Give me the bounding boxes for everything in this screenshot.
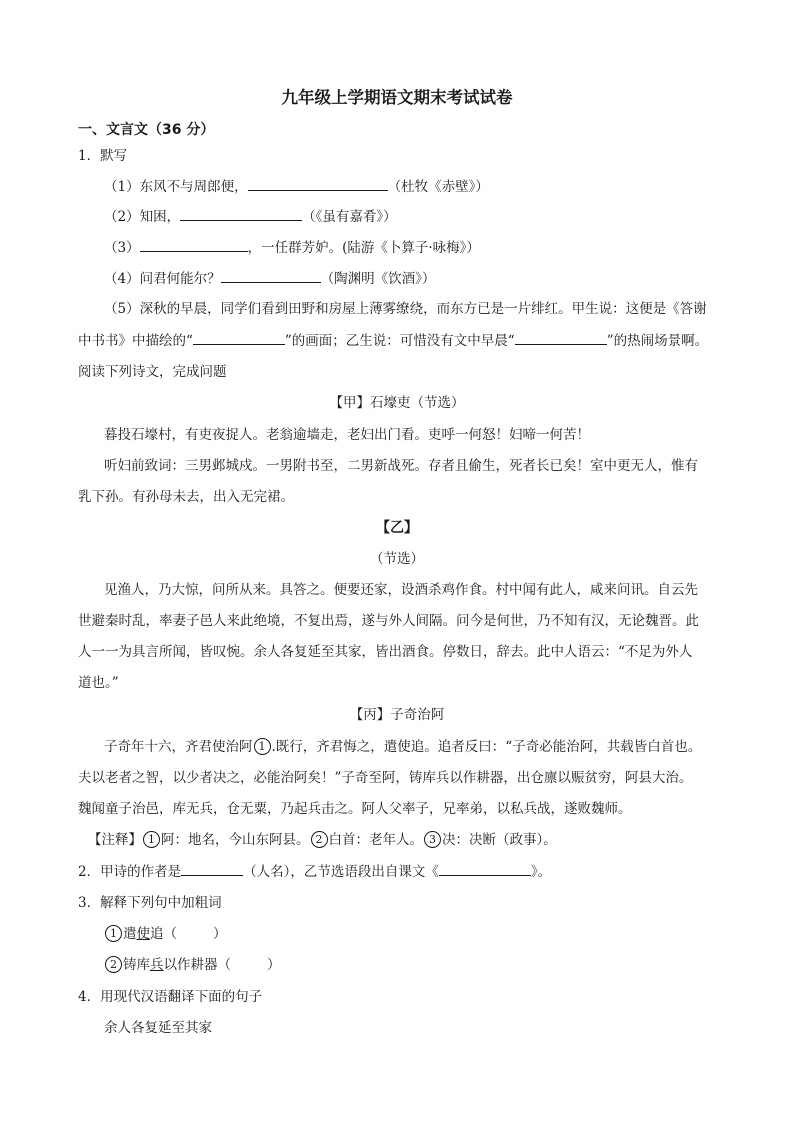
passage-jia-title: 【甲】石壕吏（节选）: [329, 395, 465, 411]
q1-item-5-text-c: ”的热闹场景啊。: [606, 333, 709, 349]
question-4-stem: 4．用现代汉语翻译下面的句子: [78, 989, 263, 1005]
note-marker-3: 3: [424, 831, 441, 848]
passage-yi-line-4: 道也。”: [78, 675, 119, 691]
note-marker-2: 2: [311, 831, 328, 848]
q1-item-5-text-a: 中书书》中描绘的“: [78, 333, 193, 349]
passage-bing-line-2: 夫以老者之智，以少者决之，必能治阿矣！”子奇至阿，铸库兵以作耕器，出仓廪以赈贫穷，阿县大治。: [78, 770, 693, 786]
passage-bing-title: 【丙】子奇治阿: [349, 707, 445, 723]
q1-item-3-blank[interactable]: [140, 237, 248, 252]
q1-item-5-line-1: （5）深秋的早晨，同学们看到田野和房屋上薄雾缭绕，而东方已是一片绯红。甲生说：这便是《答谢: [104, 301, 707, 317]
passage-yi-subtitle: （节选）: [370, 551, 424, 567]
section-heading-classical-chinese: 一、文言文（36 分）: [78, 122, 215, 138]
q3-item-1-text-c: 追（: [150, 926, 177, 942]
passage-jia-line-2: 听妇前致词：三男邺城戍。一男附书至，二男新战死。存者且偷生，死者长已矣！室中更无人，惟有: [104, 458, 698, 474]
passage-bing-line-1: [104, 737, 701, 757]
q1-item-4: [104, 268, 435, 289]
reading-intro: 阅读下列诗文，完成问题: [78, 364, 227, 380]
passage-jia-line-3: 乳下孙。有孙母未去，出入无完裙。: [78, 489, 294, 505]
note-3: 决：决断（政事）。: [442, 832, 557, 848]
note-2: 白首：老年人。: [328, 832, 423, 848]
question-3-stem: 3．解释下列句中加粗词: [78, 895, 222, 911]
passage-jia-line-1: 暮投石壕村，有吏夜捉人。老翁逾墙走，老妇出门看。吏呼一何怒！妇啼一何苦！: [104, 427, 590, 443]
q1-item-1-source: （杜牧《赤壁》）: [387, 179, 489, 195]
q2-text-b: （人名），乙节选语段出自课文《: [243, 864, 439, 880]
q4-sentence: 余人各复延至其家: [104, 1020, 212, 1036]
q1-item-3-source: ，一任群芳妒。(陆游《卜算子·咏梅》）: [247, 240, 480, 256]
q1-item-1-blank[interactable]: [248, 176, 388, 191]
note-marker-1: 1: [143, 831, 160, 848]
notes-label: 【注释】: [88, 832, 142, 848]
q3-item-2-target-word: 兵: [150, 957, 164, 973]
note-1: 阿：地名，今山东阿县。: [161, 832, 310, 848]
q3-item-2-close-paren: ）: [267, 957, 281, 973]
q3-item-1: [104, 924, 227, 944]
exam-title: 九年级上学期语文期末考试试卷: [281, 88, 513, 107]
q3-item-1-marker: 1: [105, 925, 122, 942]
question-2: [78, 861, 551, 882]
passage-yi-line-3: 人一一为具言所闻，皆叹惋。余人各复延至其家，皆出酒食。停数日，辞去。此中人语云：“不足为外人: [78, 644, 693, 660]
passage-yi-line-1: 见渔人，乃大惊，问所从来。具答之。便要还家，设酒杀鸡作食。村中闻有此人，咸来问讯。自云先: [104, 582, 698, 598]
passage-yi-line-2: 世避秦时乱，率妻子邑人来此绝境，不复出焉，遂与外人间隔。问今是何世，乃不知有汉，无论魏晋。此: [78, 613, 699, 629]
passage-yi-title: 【乙】: [376, 520, 418, 536]
q1-item-5-blank-1[interactable]: [193, 330, 285, 345]
q1-item-1-text: （1）东风不与周郎便，: [104, 179, 248, 195]
q2-blank-author[interactable]: [181, 861, 243, 876]
q1-item-5-text-b: ”的画面；乙生说：可惜没有文中早晨“: [284, 333, 515, 349]
q1-item-4-source: （陶渊明《饮酒》）: [320, 271, 436, 287]
passage-bing-notes: [88, 830, 557, 850]
passage-bing-line-3: 魏闻童子治邑，库无兵，仓无粟，乃起兵击之。阿人父率子，兄率弟，以私兵战，遂败魏师。: [78, 801, 632, 817]
q3-item-2-text-a: 铸库: [123, 957, 150, 973]
q1-item-4-blank[interactable]: [221, 268, 321, 283]
q3-item-2-text-c: 以作耕器（: [163, 957, 231, 973]
passage-bing-line-1-b: .既行，齐君悔之，遣使追。追者反曰：“子奇必能治阿，共载皆白首也。: [271, 739, 702, 755]
q1-item-4-text: （4）问君何能尔？: [104, 271, 221, 287]
q1-item-5-line-2: [78, 330, 708, 351]
q1-item-2-blank[interactable]: [180, 206, 302, 221]
q2-text-c: 》。: [530, 864, 552, 880]
q1-item-5-blank-2[interactable]: [515, 330, 607, 345]
q1-item-3: [104, 237, 480, 258]
q2-blank-text-title[interactable]: [439, 861, 531, 876]
q3-item-2-marker: 2: [105, 956, 122, 973]
q3-item-1-target-word: 使: [136, 926, 150, 942]
q3-item-1-close-paren: ）: [213, 926, 227, 942]
q1-item-1: [104, 176, 489, 197]
q1-item-3-text: （3）: [104, 240, 140, 256]
q1-item-2: [104, 206, 397, 227]
q2-text-a: 2．甲诗的作者是: [78, 864, 182, 880]
circled-number-1: 1: [254, 738, 271, 755]
passage-bing-line-1-a: 子奇年十六，齐君使治阿: [104, 739, 253, 755]
q3-item-1-text-a: 遣: [123, 926, 137, 942]
q3-item-2: [104, 955, 281, 975]
q1-item-2-text: （2）知困，: [104, 209, 181, 225]
q1-item-2-source: （《虽有嘉肴》）: [302, 209, 397, 225]
question-1-stem: 1．默写: [78, 148, 128, 164]
